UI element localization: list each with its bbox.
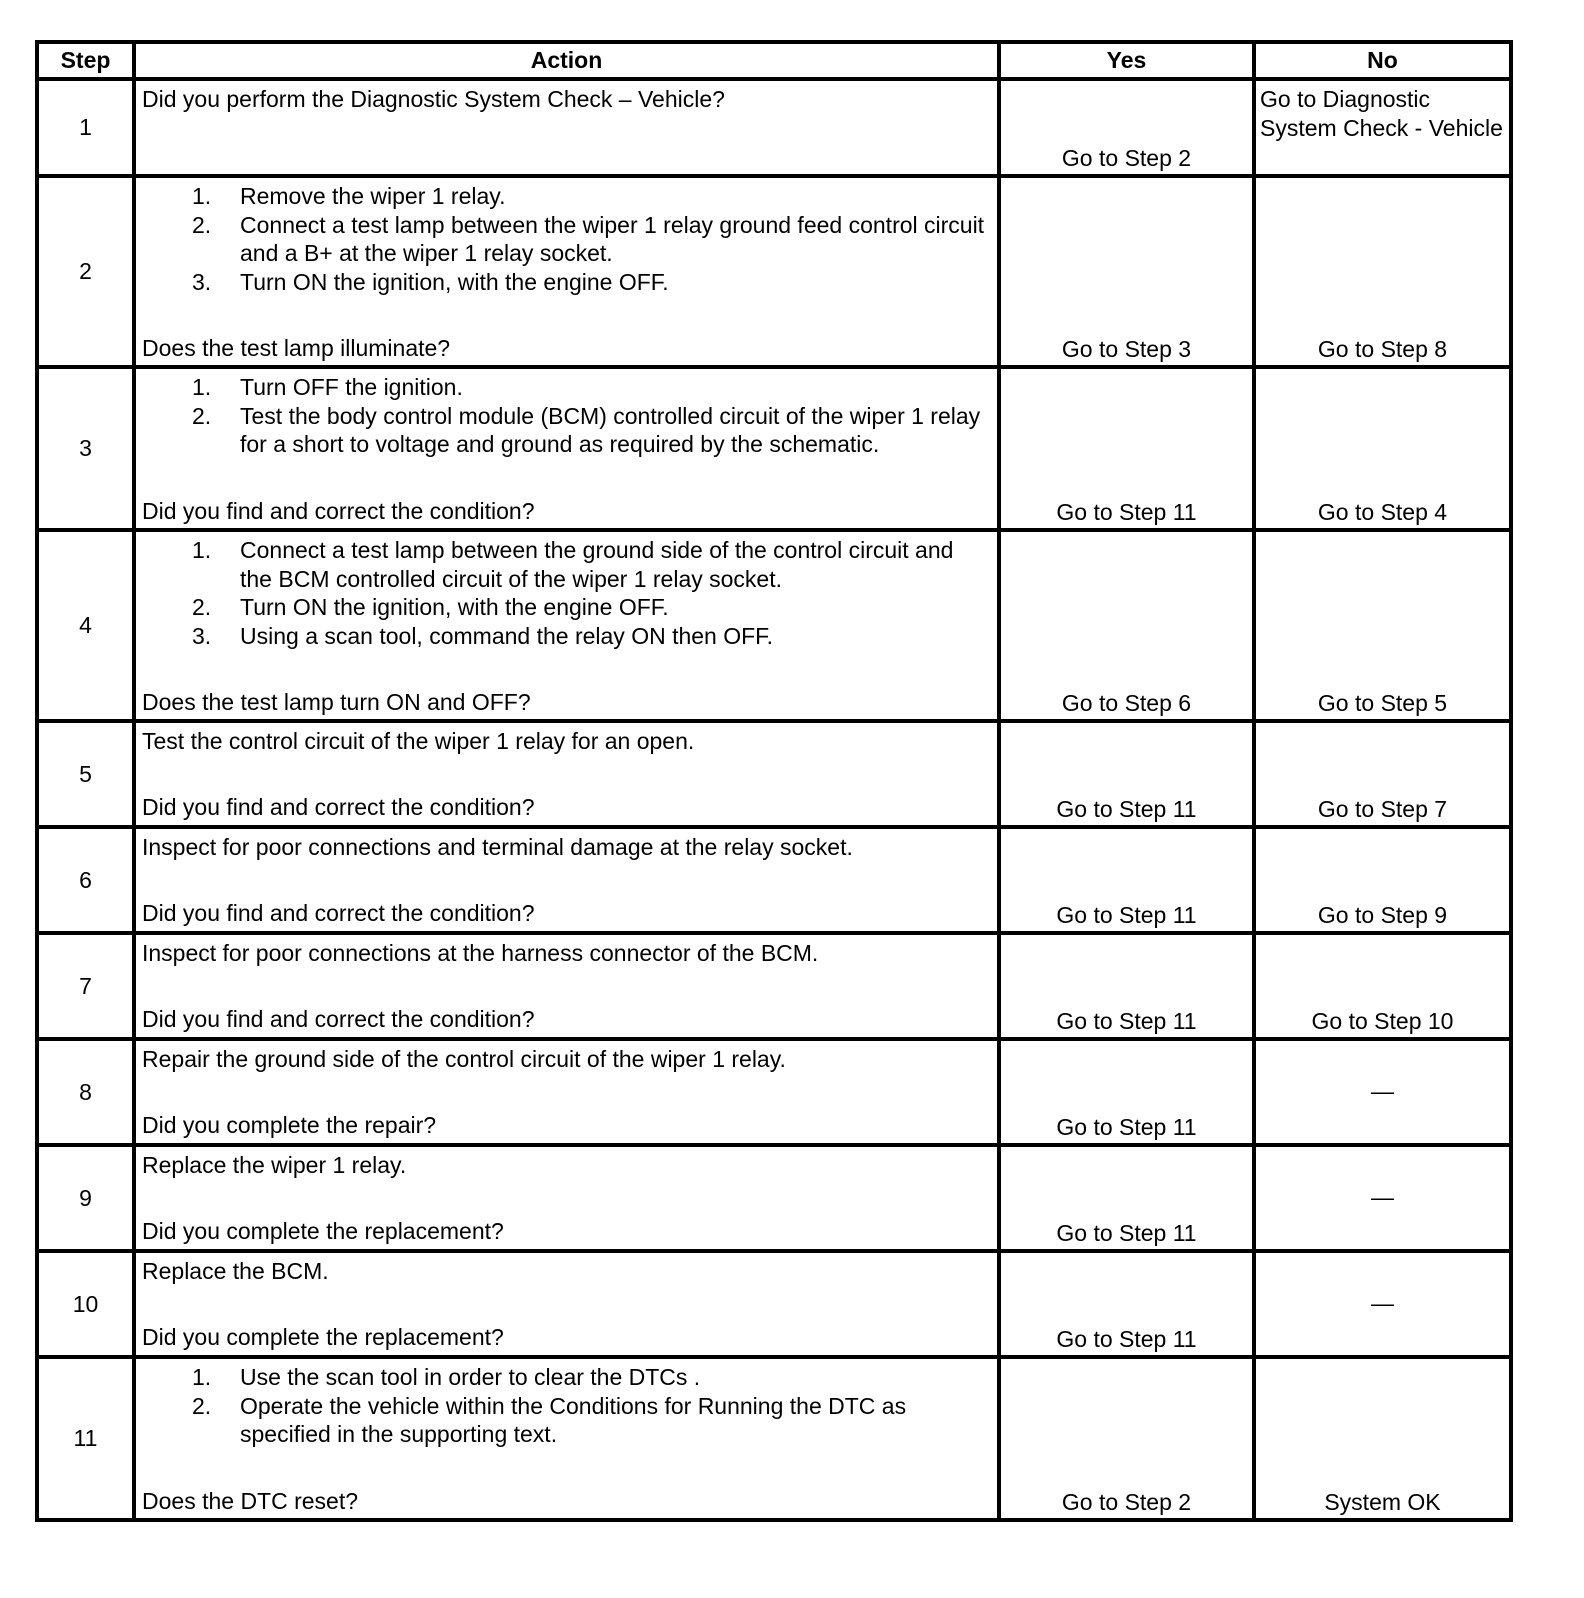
action-cell — [134, 367, 999, 530]
yes-outcome: Go to Step 11 — [999, 933, 1254, 1039]
action-cell — [134, 1357, 999, 1520]
step-number: 9 — [37, 1145, 134, 1251]
yes-outcome: Go to Step 6 — [999, 530, 1254, 721]
table-row — [37, 176, 1511, 367]
step-number: 3 — [37, 367, 134, 530]
yes-outcome: Go to Step 11 — [999, 721, 1254, 827]
table-row — [37, 1145, 1511, 1251]
step-number: 8 — [37, 1039, 134, 1145]
yes-outcome: Go to Step 2 — [999, 1357, 1254, 1520]
action-step-text: Remove the wiper 1 relay. — [240, 183, 506, 209]
action-step-text: Use the scan tool in order to clear the DTCs . — [240, 1364, 701, 1390]
no-outcome: Go to Step 10 — [1254, 933, 1511, 1039]
no-outcome: System OK — [1254, 1357, 1511, 1520]
table-row — [37, 530, 1511, 721]
no-outcome: Go to Step 7 — [1254, 721, 1511, 827]
no-outcome: Go to Step 9 — [1254, 827, 1511, 933]
action-question: Did you find and correct the condition? — [142, 497, 535, 524]
table-row — [37, 1357, 1511, 1520]
action-cell — [134, 176, 999, 367]
action-step-item — [142, 593, 991, 622]
no-outcome: — — [1254, 1039, 1511, 1145]
action-step-item — [142, 1392, 991, 1449]
action-step-item — [142, 373, 991, 402]
header-action: Action — [134, 42, 999, 79]
action-question: Did you complete the replacement? — [142, 1323, 504, 1350]
yes-outcome: Go to Step 3 — [999, 176, 1254, 367]
action-question: Did you complete the repair? — [142, 1111, 437, 1138]
action-text: Replace the BCM. — [142, 1258, 329, 1284]
action-cell — [134, 530, 999, 721]
no-outcome: Go to Step 8 — [1254, 176, 1511, 367]
step-number: 7 — [37, 933, 134, 1039]
yes-outcome: Go to Step 11 — [999, 1251, 1254, 1357]
no-outcome: Go to Diagnostic System Check - Vehicle — [1254, 79, 1511, 176]
step-number: 2 — [37, 176, 134, 367]
header-no: No — [1254, 42, 1511, 79]
header-step: Step — [37, 42, 134, 79]
action-question: Did you find and correct the condition? — [142, 899, 535, 926]
action-step-item — [142, 536, 991, 593]
action-steps-list — [142, 1363, 991, 1449]
action-step-number: 2. — [192, 211, 212, 238]
header-row — [37, 42, 1511, 79]
action-step-number: 1. — [192, 374, 212, 400]
action-step-item — [142, 402, 991, 459]
action-step-item — [142, 211, 991, 268]
action-cell — [134, 1251, 999, 1357]
action-question: Did you find and correct the condition? — [142, 793, 535, 820]
table-row — [37, 79, 1511, 176]
action-steps-list — [142, 182, 991, 296]
step-number: 1 — [37, 79, 134, 176]
no-outcome: Go to Step 5 — [1254, 530, 1511, 721]
yes-outcome: Go to Step 11 — [999, 367, 1254, 530]
action-question: Did you find and correct the condition? — [142, 1005, 535, 1032]
table-row — [37, 827, 1511, 933]
action-step-number: 2. — [192, 594, 212, 620]
table-row — [37, 1039, 1511, 1145]
action-step-number: 2. — [192, 1392, 212, 1419]
yes-outcome: Go to Step 11 — [999, 1145, 1254, 1251]
action-text: Repair the ground side of the control circuit of the wiper 1 relay. — [142, 1046, 786, 1072]
action-steps-list — [142, 536, 991, 650]
action-text: Inspect for poor connections at the harness connector of the BCM. — [142, 940, 819, 966]
action-text: Inspect for poor connections and terminal damage at the relay socket. — [142, 834, 853, 860]
table-row — [37, 721, 1511, 827]
no-outcome: — — [1254, 1145, 1511, 1251]
step-number: 6 — [37, 827, 134, 933]
action-cell — [134, 827, 999, 933]
step-number: 5 — [37, 721, 134, 827]
table-row — [37, 367, 1511, 530]
action-text: Did you perform the Diagnostic System Check – Vehicle? — [142, 86, 725, 112]
action-step-text: Connect a test lamp between the ground side of the control circuit and the BCM controlled circuit of the wiper 1 relay socket. — [240, 537, 954, 592]
action-step-number: 1. — [192, 1364, 212, 1390]
step-number: 4 — [37, 530, 134, 721]
action-step-text: Using a scan tool, command the relay ON then OFF. — [240, 622, 774, 649]
action-step-item — [142, 268, 991, 297]
table-row — [37, 933, 1511, 1039]
action-question: Does the test lamp illuminate? — [142, 335, 451, 361]
step-number: 11 — [37, 1357, 134, 1520]
action-text: Test the control circuit of the wiper 1 relay for an open. — [142, 728, 695, 754]
action-cell — [134, 1145, 999, 1251]
no-outcome: — — [1254, 1251, 1511, 1357]
action-question: Does the DTC reset? — [142, 1487, 359, 1514]
yes-outcome: Go to Step 2 — [999, 79, 1254, 176]
action-step-item — [142, 622, 991, 651]
action-cell — [134, 1039, 999, 1145]
action-step-number: 1. — [192, 537, 212, 563]
action-steps-list — [142, 373, 991, 459]
action-step-item — [142, 182, 991, 211]
action-step-text: Turn ON the ignition, with the engine OFF. — [240, 594, 669, 620]
table-row — [37, 1251, 1511, 1357]
action-cell — [134, 933, 999, 1039]
yes-outcome: Go to Step 11 — [999, 1039, 1254, 1145]
action-step-number: 3. — [192, 622, 212, 649]
action-text: Replace the wiper 1 relay. — [142, 1152, 407, 1178]
action-step-text: Turn ON the ignition, with the engine OFF. — [240, 268, 669, 295]
no-outcome: Go to Step 4 — [1254, 367, 1511, 530]
action-step-text: Connect a test lamp between the wiper 1 relay ground feed control circuit and a B+ at the wiper 1 relay socket. — [240, 211, 985, 266]
action-cell — [134, 79, 999, 176]
action-step-number: 1. — [192, 183, 212, 209]
action-step-item — [142, 1363, 991, 1392]
action-step-number: 3. — [192, 268, 212, 295]
action-question: Did you complete the replacement? — [142, 1217, 504, 1244]
header-yes: Yes — [999, 42, 1254, 79]
step-number: 10 — [37, 1251, 134, 1357]
diagnostic-table — [35, 40, 1513, 1522]
action-cell — [134, 721, 999, 827]
action-step-text: Turn OFF the ignition. — [240, 374, 463, 400]
yes-outcome: Go to Step 11 — [999, 827, 1254, 933]
action-step-number: 2. — [192, 402, 212, 429]
action-step-text: Test the body control module (BCM) controlled circuit of the wiper 1 relay for a short to voltage and ground as required by the schematic. — [240, 402, 981, 457]
action-step-text: Operate the vehicle within the Conditions for Running the DTC as specified in the supporting text. — [240, 1392, 907, 1447]
action-question: Does the test lamp turn ON and OFF? — [142, 689, 531, 715]
